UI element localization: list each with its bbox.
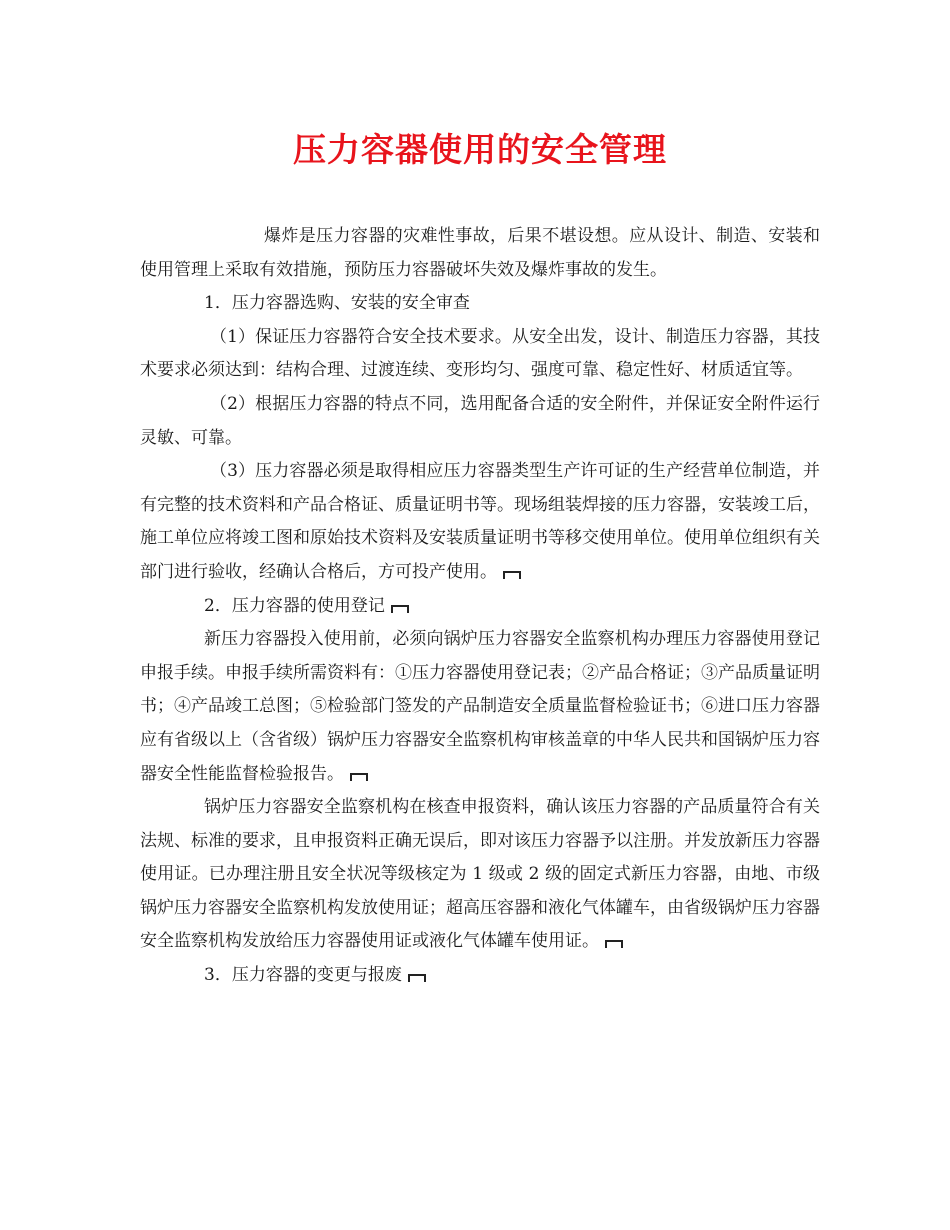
paragraph-text: 2．压力容器的使用登记 xyxy=(204,595,385,616)
paragraph-text: （1）保证压力容器符合安全技术要求。从安全出发，设计、制造压力容器，其技术要求必须达到：结构合理、过渡连续、变形均匀、强度可靠、稳定性好、材质适宜等。 xyxy=(140,326,820,381)
paragraph-text: 1．压力容器选购、安装的安全审查 xyxy=(204,293,470,314)
paragraph-item-1 xyxy=(140,321,820,388)
section-heading-2 xyxy=(140,590,820,624)
document-page xyxy=(140,120,820,993)
document-title: 压力容器使用的安全管理 xyxy=(293,130,667,169)
registration-paragraph xyxy=(140,623,820,791)
paragraph-text: （3）压力容器必须是取得相应压力容器类型生产许可证的生产经营单位制造，并有完整的技术资料和产品合格证、质量证明书等。现场组装焊接的压力容器，安装竣工后，施工单位应将竣工图和原始技术资料及安装质量证明书等移交使用单位。使用单位组织有关部门进行验收，经确认合格后，方可投产使用。 xyxy=(140,461,820,582)
intro-paragraph xyxy=(140,220,820,287)
paragraph-mark-icon xyxy=(408,974,426,982)
paragraph-text: 锅炉压力容器安全监察机构在核查申报资料，确认该压力容器的产品质量符合有关法规、标准的要求，且申报资料正确无误后，即对该压力容器予以注册。并发放新压力容器使用证。已办理注册且安全状况等级核定为 1 级或 2 级的固定式新压力容器，由地、市级锅炉压力容器安全监察机构发放使用证；超高压容器和液化气体罐车，由省级锅炉压力容器安全监察机构发放给压力容器使用证或液化气体罐车使用证。 xyxy=(140,797,820,952)
paragraph-text: （2）根据压力容器的特点不同，选用配备合适的安全附件，并保证安全附件运行灵敏、可靠。 xyxy=(140,393,820,448)
paragraph-mark-icon xyxy=(503,571,521,579)
paragraph-mark-icon xyxy=(605,940,623,948)
paragraph-mark-icon xyxy=(350,773,368,781)
paragraph-text: 爆炸是压力容器的灾难性事故，后果不堪设想。应从设计、制造、安装和使用管理上采取有效措施，预防压力容器破坏失效及爆炸事故的发生。 xyxy=(140,226,820,280)
section-heading-3 xyxy=(140,959,820,993)
paragraph-item-2 xyxy=(140,388,820,455)
paragraph-text: 新压力容器投入使用前，必须向锅炉压力容器安全监察机构办理压力容器使用登记申报手续。申报手续所需资料有：①压力容器使用登记表；②产品合格证；③产品质量证明书；④产品竣工总图；⑤检验部门签发的产品制造安全质量监督检验证书；⑥进口压力容器应有省级以上（含省级）锅炉压力容器安全监察机构审核盖章的中华人民共和国锅炉压力容器安全性能监督检验报告。 xyxy=(140,629,820,784)
paragraph-text: 3．压力容器的变更与报废 xyxy=(204,965,402,986)
section-heading-1 xyxy=(140,287,820,321)
supervision-paragraph xyxy=(140,791,820,959)
paragraph-item-3 xyxy=(140,455,820,589)
paragraph-mark-icon xyxy=(391,605,409,613)
